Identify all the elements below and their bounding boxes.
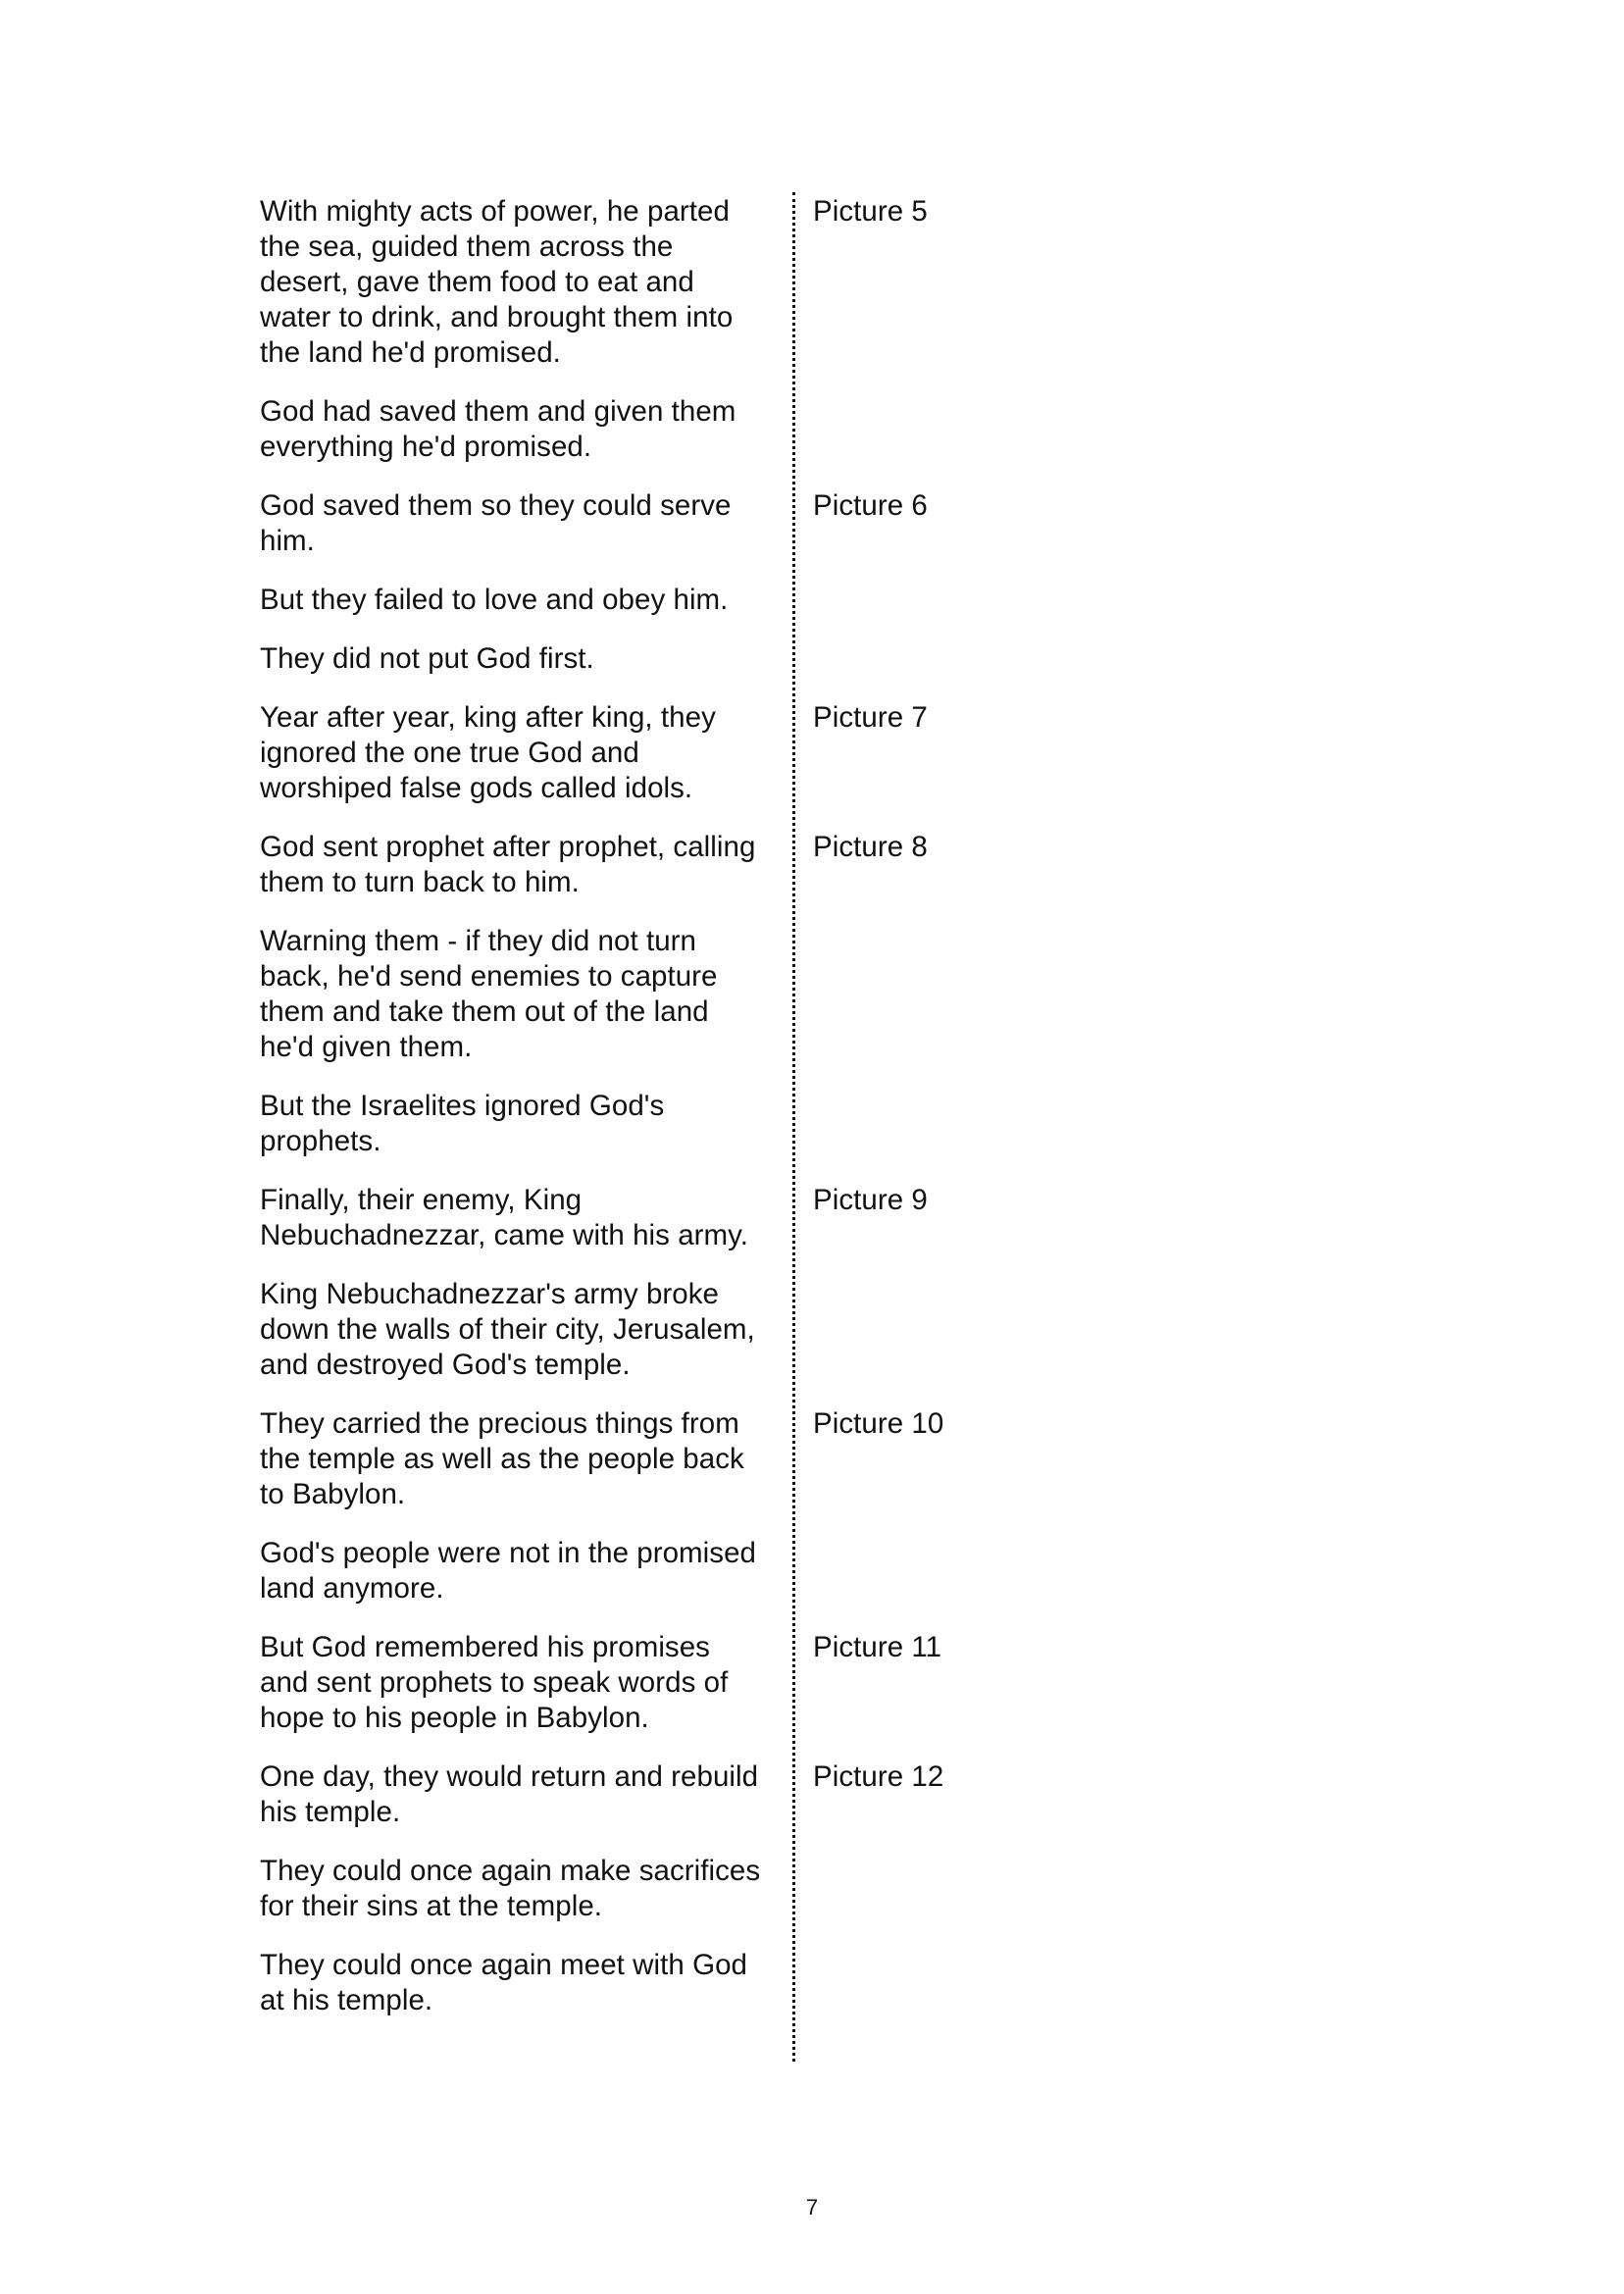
script-row bbox=[260, 194, 1358, 394]
narration-cell bbox=[260, 194, 780, 394]
page-number: 7 bbox=[805, 2195, 819, 2219]
picture-cue-cell bbox=[780, 1183, 1358, 1218]
script-row bbox=[260, 1854, 1358, 1948]
narration-cell bbox=[260, 1089, 780, 1183]
narration-paragraph: But the Israelites ignored God's prophets. bbox=[260, 1090, 665, 1157]
script-row bbox=[260, 488, 1358, 583]
picture-cue-cell bbox=[780, 830, 1358, 865]
narration-cell bbox=[260, 488, 780, 583]
narration-cell bbox=[260, 700, 780, 830]
picture-cue-cell bbox=[780, 488, 1358, 524]
picture-cue-cell bbox=[780, 1630, 1358, 1665]
narration-cell bbox=[260, 641, 780, 700]
script-row bbox=[260, 924, 1358, 1089]
picture-cue-cell bbox=[780, 700, 1358, 736]
picture-cue-label: Picture 7 bbox=[813, 701, 928, 734]
narration-cell bbox=[260, 924, 780, 1089]
narration-cell bbox=[260, 1948, 780, 2042]
picture-cue-label: Picture 11 bbox=[813, 1631, 942, 1663]
narration-paragraph: They did not put God first. bbox=[260, 642, 594, 675]
narration-cell bbox=[260, 394, 780, 488]
narration-paragraph: God's people were not in the promised land anymore. bbox=[260, 1537, 756, 1605]
picture-cue-label: Picture 8 bbox=[813, 831, 928, 863]
narration-paragraph: God had saved them and given them everything he'd promised. bbox=[260, 395, 736, 463]
script-row bbox=[260, 1089, 1358, 1183]
script-row bbox=[260, 1948, 1358, 2042]
narration-cell bbox=[260, 830, 780, 924]
picture-cue-label: Picture 10 bbox=[813, 1407, 944, 1440]
script-row bbox=[260, 830, 1358, 924]
narration-paragraph: Year after year, king after king, they ignored the one true God and worshiped false gods called idols. bbox=[260, 701, 716, 804]
narration-paragraph: One day, they would return and rebuild his temple. bbox=[260, 1760, 759, 1828]
picture-cue-cell bbox=[780, 194, 1358, 229]
picture-cue-label: Picture 12 bbox=[813, 1760, 944, 1793]
narration-cell bbox=[260, 1406, 780, 1536]
picture-cue-cell bbox=[780, 1406, 1358, 1442]
narration-cell bbox=[260, 1759, 780, 1854]
narration-paragraph: God sent prophet after prophet, calling them to turn back to him. bbox=[260, 831, 756, 898]
narration-paragraph: God saved them so they could serve him. bbox=[260, 489, 732, 557]
script-row bbox=[260, 1277, 1358, 1406]
script-row bbox=[260, 1759, 1358, 1854]
narration-paragraph: Finally, their enemy, King Nebuchadnezzar, came with his army. bbox=[260, 1184, 749, 1251]
narration-paragraph: With mighty acts of power, he parted the sea, guided them across the desert, gave them food to eat and water to drink, and brought them into the land he'd promised. bbox=[260, 195, 734, 369]
script-row bbox=[260, 1536, 1358, 1630]
narration-cell bbox=[260, 1536, 780, 1630]
script-row bbox=[260, 700, 1358, 830]
narration-paragraph: They carried the precious things from the temple as well as the people back to Babylon. bbox=[260, 1407, 744, 1510]
script-row bbox=[260, 583, 1358, 641]
script-table bbox=[260, 194, 1358, 2042]
narration-paragraph: King Nebuchadnezzar's army broke down the walls of their city, Jerusalem, and destroyed God's temple. bbox=[260, 1278, 755, 1381]
narration-paragraph: But God remembered his promises and sent prophets to speak words of hope to his people in Babylon. bbox=[260, 1631, 729, 1734]
picture-cue-label: Picture 9 bbox=[813, 1184, 928, 1216]
picture-cue-cell bbox=[780, 1759, 1358, 1795]
script-row bbox=[260, 1630, 1358, 1759]
script-row bbox=[260, 641, 1358, 700]
script-row bbox=[260, 1406, 1358, 1536]
narration-cell bbox=[260, 1854, 780, 1948]
narration-cell bbox=[260, 1277, 780, 1406]
script-row bbox=[260, 394, 1358, 488]
narration-cell bbox=[260, 1183, 780, 1277]
narration-paragraph: But they failed to love and obey him. bbox=[260, 584, 729, 616]
picture-cue-label: Picture 5 bbox=[813, 195, 928, 228]
narration-paragraph: They could once again make sacrifices for their sins at the temple. bbox=[260, 1855, 761, 1922]
narration-paragraph: They could once again meet with God at his temple. bbox=[260, 1949, 747, 2016]
narration-cell bbox=[260, 583, 780, 641]
picture-cue-label: Picture 6 bbox=[813, 489, 928, 522]
narration-cell bbox=[260, 1630, 780, 1759]
narration-paragraph: Warning them - if they did not turn back, he'd send enemies to capture them and take them out of the land he'd given them. bbox=[260, 925, 718, 1063]
script-row bbox=[260, 1183, 1358, 1277]
